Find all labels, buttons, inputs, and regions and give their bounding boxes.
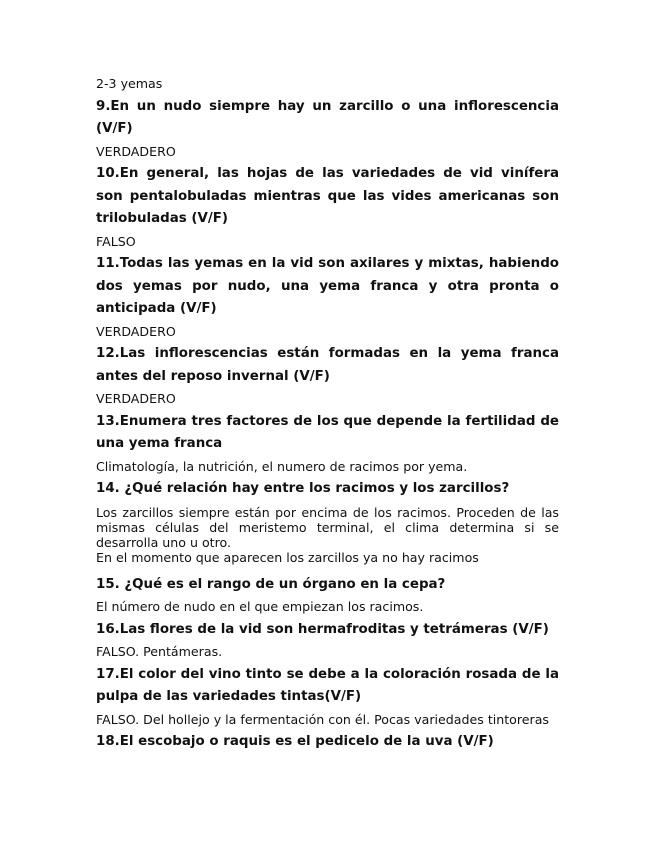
question-15: 15. ¿Qué es el rango de un órgano en la cepa? — [96, 576, 446, 592]
question-9: 9.En un nudo siempre hay un zarcillo o una inflorescencia (V/F) — [96, 98, 559, 136]
answer-q13: Climatología, la nutrición, el numero de racimos por yema. — [96, 458, 468, 474]
question-17: 17.El color del vino tinto se debe a la coloración rosada de la pulpa de las variedades tintas(V/F) — [96, 666, 559, 704]
answer-q15: El número de nudo en el que empiezan los racimos. — [96, 599, 424, 614]
document-page — [96, 0, 559, 754]
question-14: 14. ¿Qué relación hay entre los racimos y los zarcillos? — [96, 481, 510, 496]
question-10: 10.En general, las hojas de las variedades de vid vinífera son pentalobuladas mientras que las vides americanas son trilobuladas (V/F) — [96, 166, 559, 226]
answer-q14-part1: Los zarcillos siempre están por encima de los racimos. Proceden de las mismas células del meristemo terminal, el clima determina si se desarrolla uno u otro. — [96, 504, 559, 550]
answer-q10: FALSO — [96, 233, 136, 249]
question-18: 18.El escobajo o raquis es el pedicelo de la uva (V/F) — [96, 734, 494, 749]
answer-q9: VERDADERO — [96, 143, 176, 159]
question-16: 16.Las flores de la vid son hermafroditas y tetrámeras (V/F) — [96, 621, 549, 637]
question-12: 12.Las inflorescencias están formadas en la yema franca antes del reposo invernal (V/F) — [96, 346, 559, 384]
question-13: 13.Enumera tres factores de los que depende la fertilidad de una yema franca — [96, 413, 559, 451]
answer-q14-part2: En el momento que aparecen los zarcillos ya no hay racimos — [96, 549, 479, 565]
answer-q12: VERDADERO — [96, 391, 176, 406]
answer-q8: 2-3 yemas — [96, 76, 163, 91]
answer-q16: FALSO. Pentámeras. — [96, 644, 223, 659]
question-11: 11.Todas las yemas en la vid son axilares y mixtas, habiendo dos yemas por nudo, una yema franca y otra pronta o anticipada (V/F) — [96, 256, 559, 316]
answer-q17: FALSO. Del hollejo y la fermentación con él. Pocas variedades tintoreras — [96, 711, 549, 727]
answer-q11: VERDADERO — [96, 323, 176, 339]
